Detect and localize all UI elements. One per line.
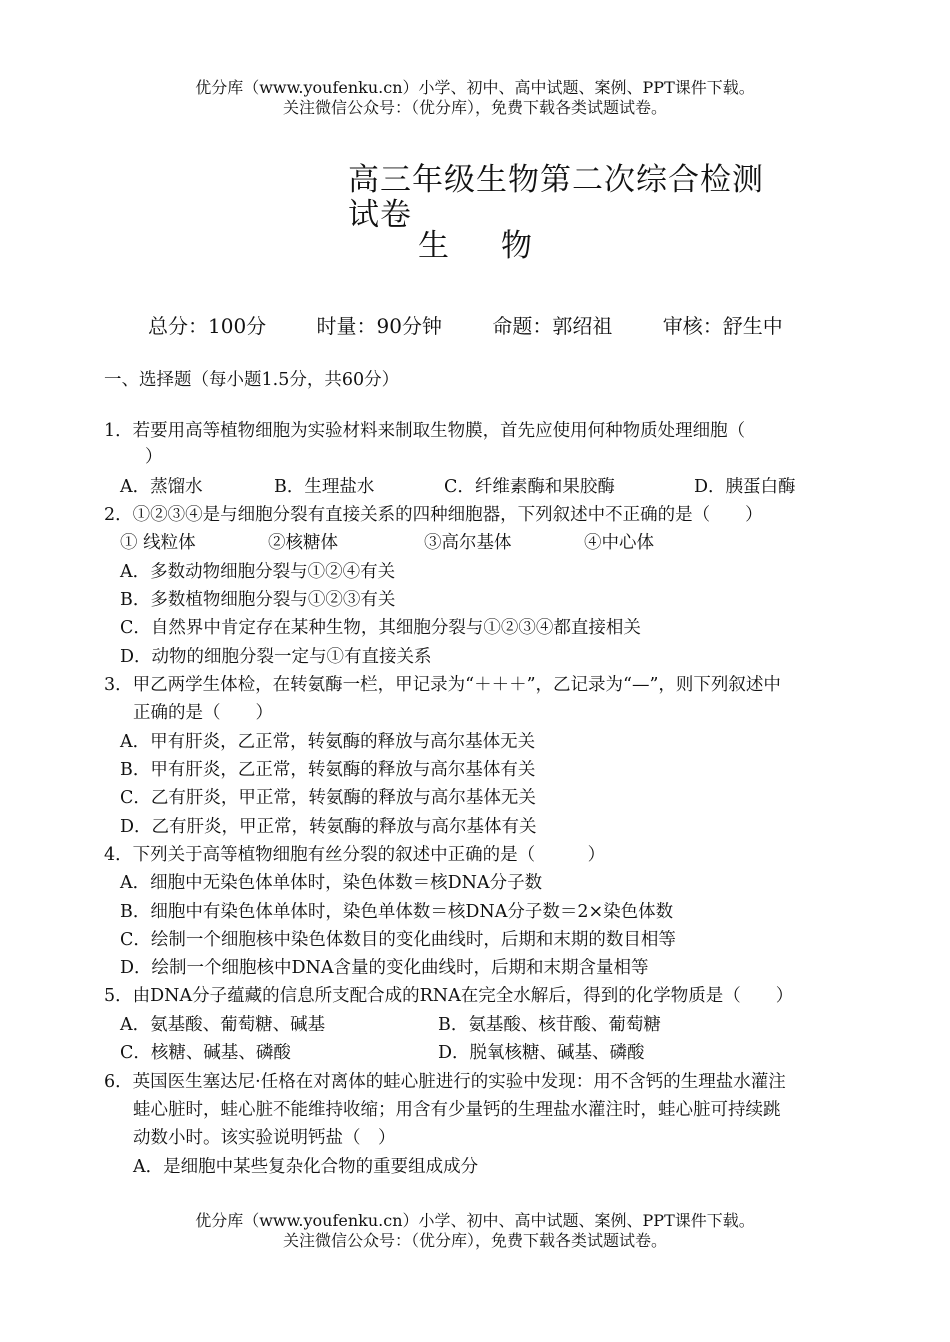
q6-stem-line-3: 动数小时。该实验说明钙盐（ ） [133, 1128, 396, 1148]
q1-option-a: A．蒸馏水 [120, 477, 203, 497]
author: 命题：郭绍祖 [492, 314, 613, 338]
q2-stem: 2．①②③④是与细胞分裂有直接关系的四种细胞器，下列叙述中不正确的是（ ） [104, 505, 763, 525]
q2-option-c: C．自然界中肯定存在某种生物，其细胞分裂与①②③④都直接相关 [120, 618, 641, 638]
q2-item-4: ④中心体 [584, 533, 654, 553]
q6-stem-line-2: 蛙心脏时，蛙心脏不能维持收缩；用含有少量钙的生理盐水灌注时，蛙心脏可持续跳 [133, 1100, 781, 1120]
q3-option-a: A．甲有肝炎，乙正常，转氨酶的释放与高尔基体无关 [120, 732, 536, 752]
q5-option-c: C．核糖、碱基、磷酸 [120, 1043, 291, 1063]
q4-option-b: B．细胞中有染色体单体时，染色单体数＝核DNA分子数＝2×染色体数 [120, 902, 674, 922]
total-score: 总分：100分 [148, 314, 267, 338]
exam-meta [148, 313, 783, 339]
q6-stem: 6．英国医生塞达尼·任格在对离体的蛙心脏进行的实验中发现：用不含钙的生理盐水灌注 [104, 1072, 786, 1092]
q6-option-a: A．是细胞中某些复杂化合物的重要组成成分 [133, 1157, 479, 1177]
q1-stem-end: ） [145, 447, 163, 467]
q5-option-d: D．脱氧核糖、碱基、磷酸 [438, 1043, 645, 1063]
page-title: 高三年级生物第二次综合检测 [348, 162, 764, 198]
q1-option-c: C．纤维素酶和果胶酶 [444, 477, 615, 497]
q2-option-d: D．动物的细胞分裂一定与①有直接关系 [120, 647, 432, 667]
q3-option-d: D．乙有肝炎，甲正常，转氨酶的释放与高尔基体有关 [120, 817, 537, 837]
q4-option-d: D．绘制一个细胞核中DNA含量的变化曲线时，后期和末期含量相等 [120, 958, 649, 978]
q2-option-a: A．多数动物细胞分裂与①②④有关 [120, 562, 396, 582]
q2-item-3: ③高尔基体 [424, 533, 512, 553]
header-line-2: 关注微信公众号：（优分库），免费下载各类试题试卷。 [282, 98, 667, 117]
q3-stem-end: 正确的是（ ） [133, 703, 273, 723]
time-limit: 时量：90分钟 [316, 314, 442, 338]
q3-option-c: C．乙有肝炎，甲正常，转氨酶的释放与高尔基体无关 [120, 788, 536, 808]
page-title-continued: 试卷 [348, 197, 412, 233]
q2-option-b: B．多数植物细胞分裂与①②③有关 [120, 590, 396, 610]
q4-option-a: A．细胞中无染色体单体时，染色体数＝核DNA分子数 [120, 873, 543, 893]
q4-option-c: C．绘制一个细胞核中染色体数目的变化曲线时，后期和末期的数目相等 [120, 930, 676, 950]
header-line-1: 优分库（www.youfenku.cn）小学、初中、高中试题、案例、PPT课件下载。 [195, 78, 755, 97]
q1-stem: 1．若要用高等植物细胞为实验材料来制取生物膜，首先应使用何种物质处理细胞（ [104, 421, 746, 441]
q2-item-2: ②核糖体 [268, 533, 338, 553]
reviewer: 审核：舒生中 [662, 314, 783, 338]
q5-option-b: B．氨基酸、核苷酸、葡萄糖 [438, 1015, 661, 1035]
subject-title: 生物 [418, 228, 584, 264]
q4-stem: 4．下列关于高等植物细胞有丝分裂的叙述中正确的是（ ） [104, 845, 606, 865]
q5-option-a: A．氨基酸、葡萄糖、碱基 [120, 1015, 326, 1035]
q5-stem: 5．由DNA分子蕴藏的信息所支配合成的RNA在完全水解后，得到的化学物质是（ ） [104, 986, 794, 1006]
q3-option-b: B．甲有肝炎，乙正常，转氨酶的释放与高尔基体有关 [120, 760, 536, 780]
q1-option-b: B．生理盐水 [274, 477, 375, 497]
footer-line-1: 优分库（www.youfenku.cn）小学、初中、高中试题、案例、PPT课件下载。 [195, 1211, 755, 1230]
section-heading: 一、选择题（每小题1.5分，共60分） [104, 370, 400, 390]
q2-item-1: ① 线粒体 [120, 533, 196, 553]
footer-line-2: 关注微信公众号：（优分库），免费下载各类试题试卷。 [282, 1231, 667, 1250]
q1-option-d: D．胰蛋白酶 [694, 477, 796, 497]
q3-stem: 3．甲乙两学生体检，在转氨酶一栏，甲记录为“＋＋＋”，乙记录为“—”，则下列叙述中 [104, 675, 781, 695]
